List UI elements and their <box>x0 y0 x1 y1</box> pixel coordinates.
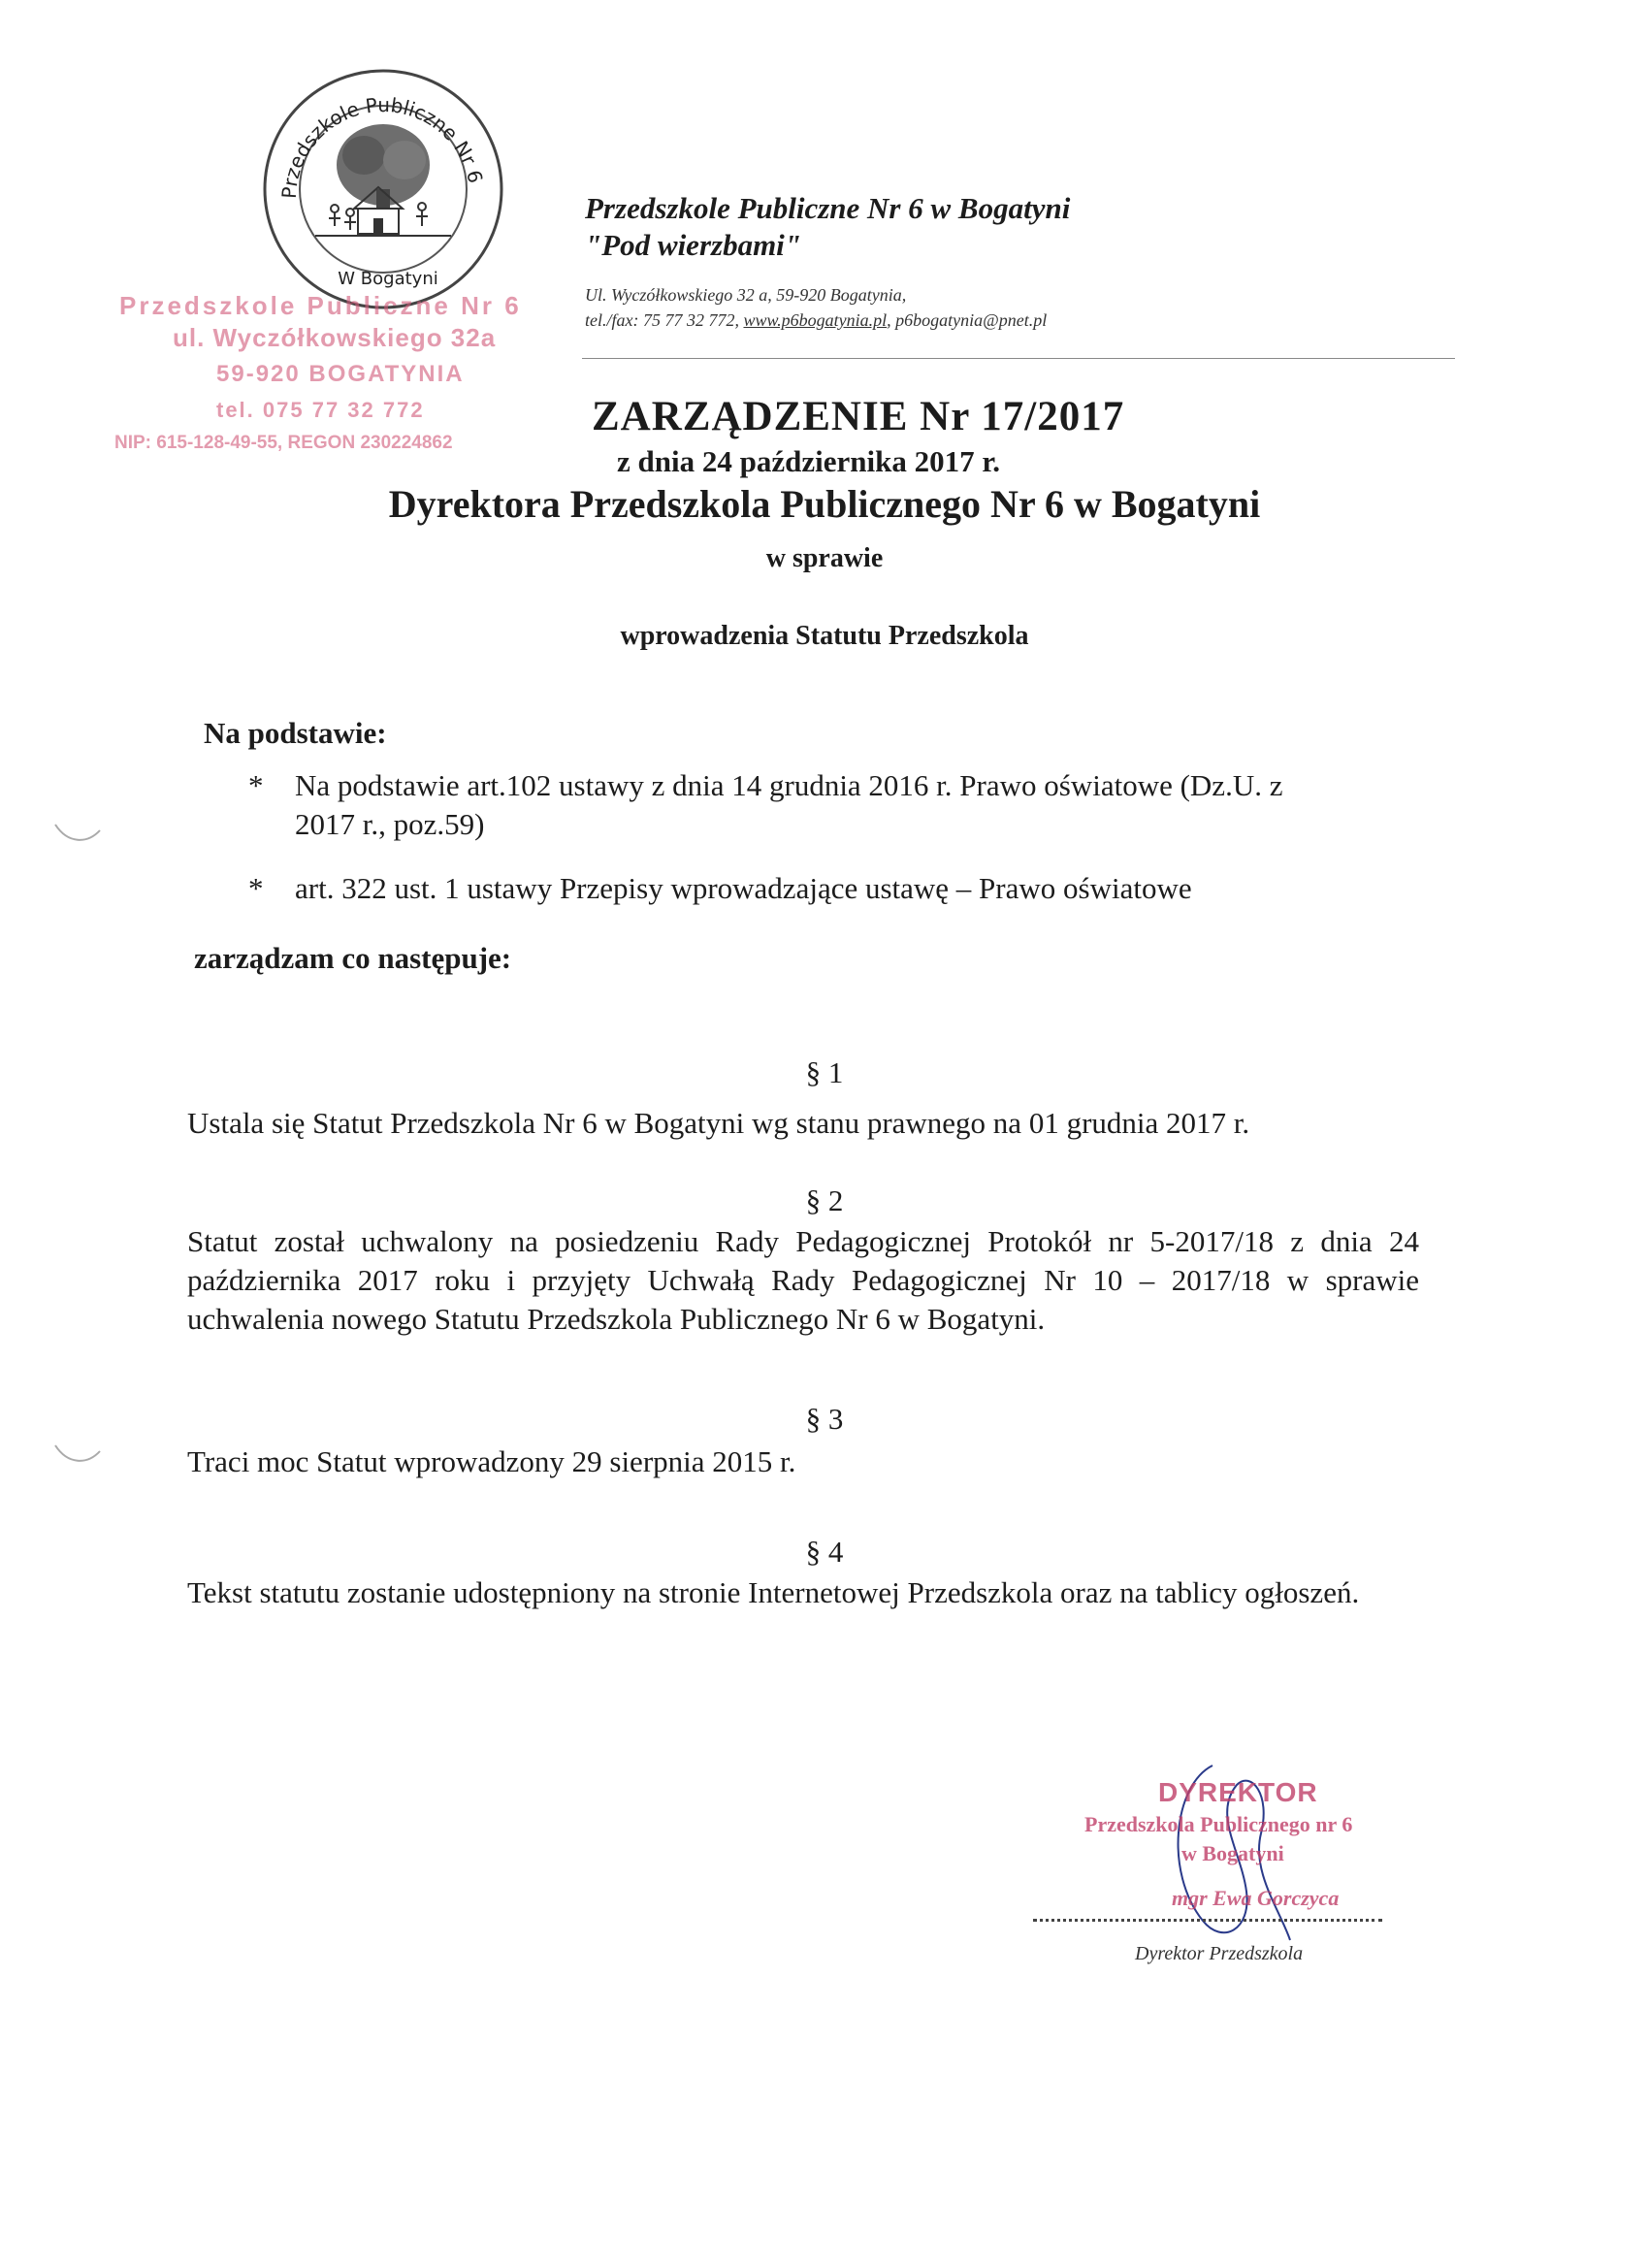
stamp-line: NIP: 615-128-49-55, REGON 230224862 <box>114 433 453 453</box>
signature-caption: Dyrektor Przedszkola <box>1135 1943 1304 1964</box>
punch-hole-mark <box>53 823 102 844</box>
in-matter-label: w sprawie <box>765 543 884 573</box>
organization-contact <box>585 308 1047 332</box>
stamp-line: ul. Wyczółkowskiego 32a <box>173 323 497 352</box>
stamp-name: mgr Ewa Gorczyca <box>1172 1886 1340 1910</box>
logo-bottom-text: W Bogatyni <box>338 269 438 289</box>
document-date: z dnia 24 października 2017 r. <box>617 444 1000 478</box>
order-heading: zarządzam co następuje: <box>194 941 512 975</box>
signature-line <box>1033 1919 1382 1922</box>
organization-name: Przedszkole Publiczne Nr 6 w Bogatyni <box>585 191 1071 225</box>
section-heading: § 3 <box>805 1402 844 1436</box>
bullet: * <box>248 871 264 905</box>
logo-ring-text: Przedszkole Publiczne Nr 6 <box>276 92 488 200</box>
stamp-line: tel. 075 77 32 772 <box>216 398 425 422</box>
stamp-line: Przedszkole Publiczne Nr 6 <box>119 291 522 320</box>
kindergarten-logo <box>257 63 509 315</box>
stamp-line: 59-920 BOGATYNIA <box>216 361 465 387</box>
section-heading: § 1 <box>805 1055 844 1089</box>
stamp-line: Przedszkola Publicznego nr 6 <box>1084 1812 1353 1836</box>
basis-text: art. 322 ust. 1 ustawy Przepisy wprowadzające ustawę – Prawo oświatowe <box>295 871 1192 905</box>
section-body: Statut został uchwalony na posiedzeniu Rady Pedagogicznej Protokół nr 5-2017/18 z dnia 24 października 2017 roku i przyjęty Uchwałą Rady Pedagogicznej Nr 10 – 2017/18 w sprawie uchwalenia nowego Statutu Przedszkola Publicznego Nr 6 w Bogatyni. <box>187 1224 1419 1336</box>
section-heading: § 2 <box>805 1183 844 1217</box>
document-issuer: Dyrektora Przedszkola Publicznego Nr 6 w Bogatyni <box>388 482 1261 526</box>
section-heading: § 4 <box>805 1535 844 1569</box>
email-link[interactable]: p6bogatynia@pnet.pl <box>895 310 1048 330</box>
header-divider <box>582 358 1455 359</box>
bullet: * <box>248 768 264 802</box>
basis-text: Na podstawie art.102 ustawy z dnia 14 grudnia 2016 r. Prawo oświatowe (Dz.U. z 2017 r., poz.59) <box>295 768 1283 841</box>
stamp-line: w Bogatyni <box>1181 1841 1284 1865</box>
punch-hole-mark <box>53 1443 102 1465</box>
document-title: ZARZĄDZENIE Nr 17/2017 <box>592 394 1125 439</box>
stamp-title: DYREKTOR <box>1158 1777 1318 1807</box>
contact-separator: , <box>887 310 896 330</box>
website-link[interactable]: www.p6bogatynia.pl <box>743 310 888 330</box>
section-body: Traci moc Statut wprowadzony 29 sierpnia 2015 r. <box>187 1444 796 1478</box>
document-subject: wprowadzenia Statutu Przedszkola <box>620 621 1029 651</box>
section-body: Ustala się Statut Przedszkola Nr 6 w Bogatyni wg stanu prawnego na 01 grudnia 2017 r. <box>187 1106 1250 1140</box>
organization-address: Ul. Wyczółkowskiego 32 a, 59-920 Bogatynia, <box>585 285 907 305</box>
contact-phone: tel./fax: 75 77 32 772, <box>585 310 744 330</box>
section-body: Tekst statutu zostanie udostępniony na stronie Internetowej Przedszkola oraz na tablicy ogłoszeń. <box>187 1575 1360 1609</box>
organization-motto: "Pod wierzbami" <box>585 228 802 262</box>
basis-heading: Na podstawie: <box>204 716 387 750</box>
